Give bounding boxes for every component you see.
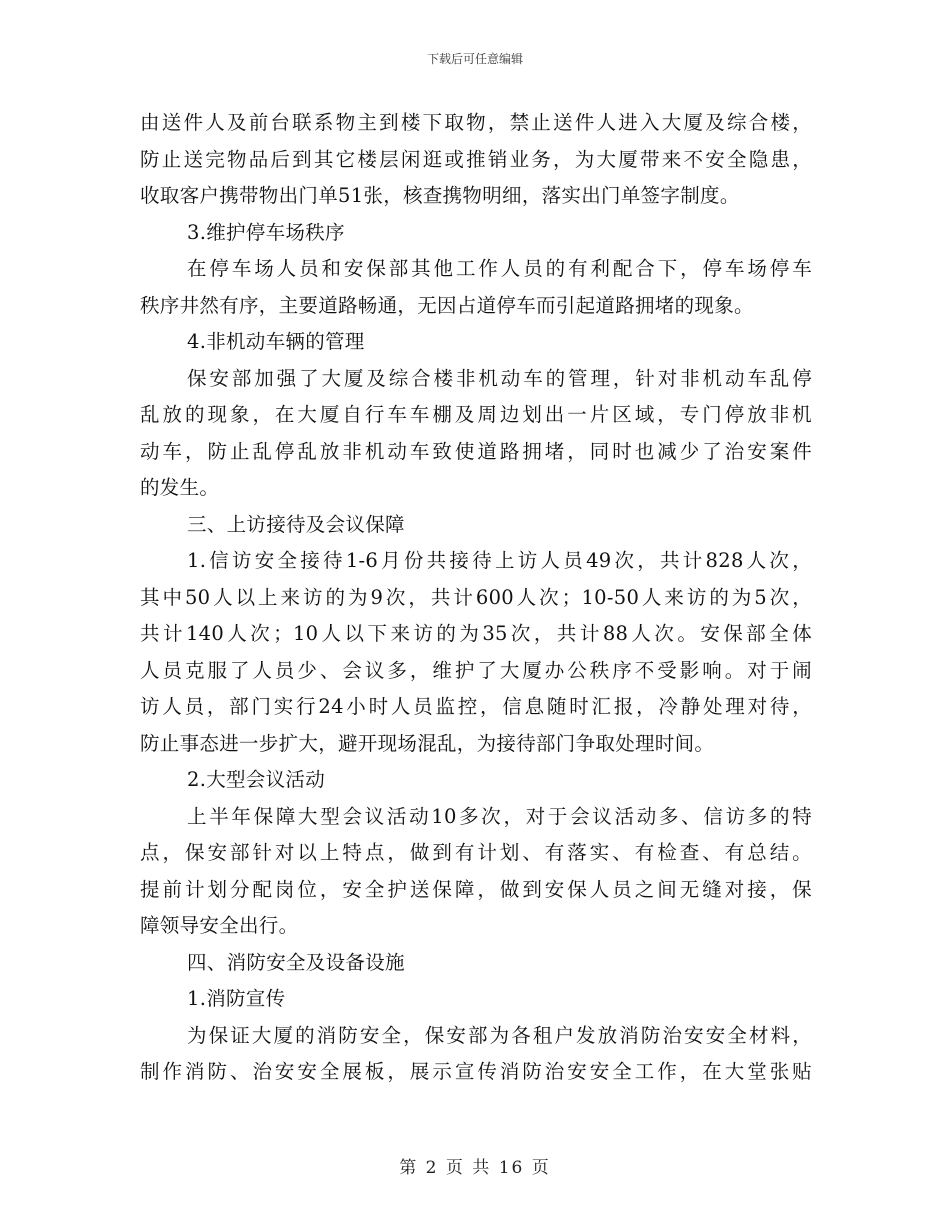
body-line: 乱放的现象，在大厦自行车车棚及周边划出一片区域，专门停放非机 xyxy=(140,403,812,426)
body-line: 秩序井然有序，主要道路畅通，无因占道停车而引起道路拥堵的现象。 xyxy=(140,293,754,317)
body-line: 防止事态进一步扩大，避开现场混乱，为接待部门争取处理时间。 xyxy=(140,731,715,755)
body-line: 为保证大厦的消防安全，保安部为各租户发放消防治安安全材料， xyxy=(187,1023,812,1047)
body-line: 收取客户携带物出门单51张，核查携物明细，落实出门单签字制度。 xyxy=(140,184,740,207)
body-line: 人员克服了人员少、会议多，维护了大厦办公秩序不受影响。对于闹 xyxy=(140,658,812,682)
body-line: 上半年保障大型会议活动10多次，对于会议活动多、信访多的特 xyxy=(187,804,812,828)
body-line: 提前计划分配岗位，安全护送保障，做到安保人员之间无缝对接，保 xyxy=(140,877,812,901)
body-line: 防止送完物品后到其它楼层闲逛或推销业务，为大厦带来不安全隐患， xyxy=(140,147,812,171)
body-line: 由送件人及前台联系物主到楼下取物，禁止送件人进入大厦及综合楼， xyxy=(140,111,812,134)
body-line: 其中50人以上来访的为9次，共计600人次；10-50人来访的为5次， xyxy=(140,585,812,609)
page-header: 下载后可任意编辑 xyxy=(426,52,523,66)
body-line: 在停车场人员和安保部其他工作人员的有利配合下，停车场停车 xyxy=(187,257,812,280)
section-heading: 3.维护停车场秩序 xyxy=(187,220,345,244)
body-line: 制作消防、治安安全展板，展示宣传消防治安安全工作，在大堂张贴 xyxy=(140,1060,812,1083)
page-footer: 第 2 页 共 16 页 xyxy=(399,1158,551,1178)
body-line: 点，保安部针对以上特点，做到有计划、有落实、有检查、有总结。 xyxy=(140,841,812,864)
section-heading: 2.大型会议活动 xyxy=(187,768,326,791)
document-body xyxy=(140,105,812,1091)
body-line: 动车，防止乱停乱放非机动车致使道路拥堵，同时也减少了治安案件 xyxy=(140,439,812,463)
body-line: 障领导安全出行。 xyxy=(140,914,299,937)
section-heading: 1.消防宣传 xyxy=(187,987,286,1010)
section-heading: 三、上访接待及会议保障 xyxy=(187,512,405,536)
body-line: 访人员，部门实行24小时人员监控，信息随时汇报，冷静处理对待， xyxy=(140,695,812,718)
body-line: 的发生。 xyxy=(140,476,220,499)
body-line: 共计140人次；10人以下来访的为35次，共计88人次。安保部全体 xyxy=(140,622,812,645)
body-line: 1.信访安全接待1-6月份共接待上访人员49次，共计828人次， xyxy=(187,549,812,572)
section-heading: 四、消防安全及设备设施 xyxy=(187,950,405,974)
body-line: 保安部加强了大厦及综合楼非机动车的管理，针对非机动车乱停 xyxy=(187,366,812,390)
section-heading: 4.非机动车辆的管理 xyxy=(187,330,365,353)
